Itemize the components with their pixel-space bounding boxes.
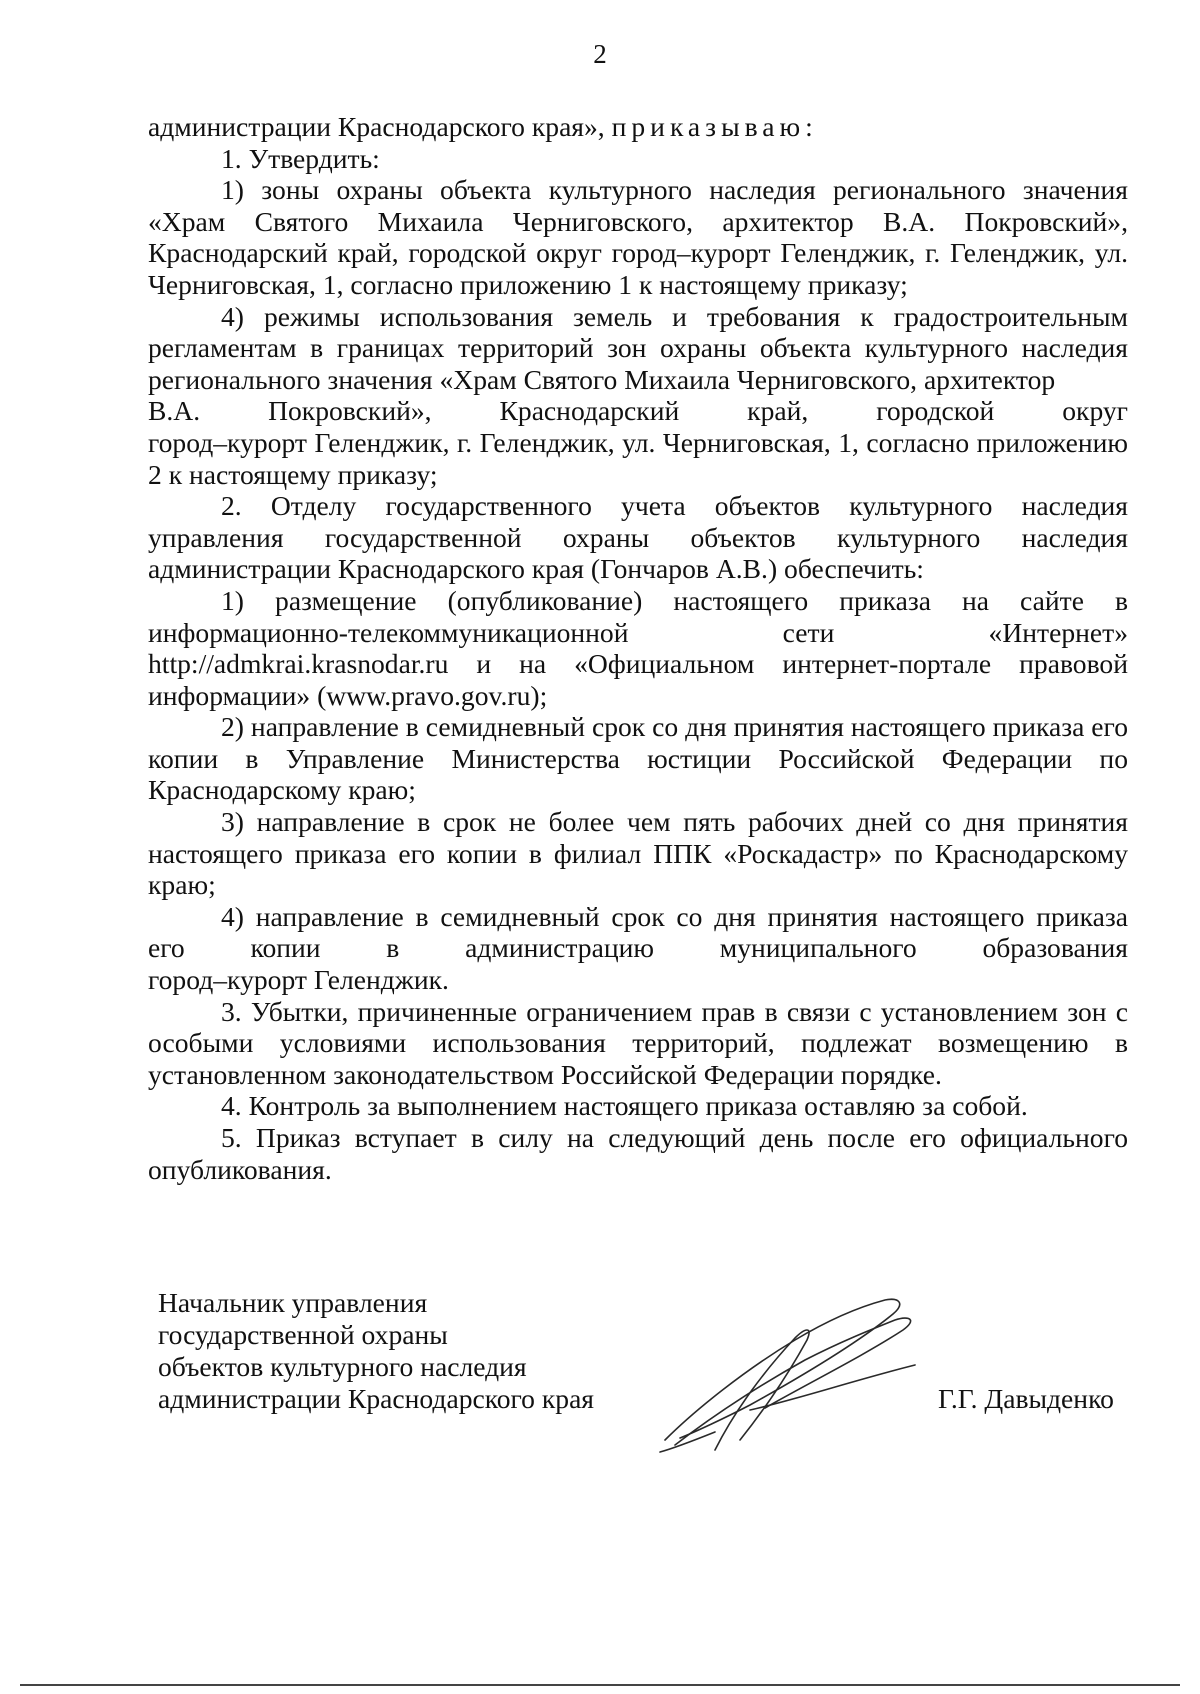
paragraph-department-duties: 2. Отделу государственного учета объектов культурного наследия управления государственной охраны объектов культурного наследия администрации Краснодарского края (Гончаров А.В.) обеспечить: xyxy=(148,490,1128,585)
scan-bottom-edge-line xyxy=(20,1684,1180,1686)
paragraph-ministry-justice: 2) направление в семидневный срок со дня принятия настоящего приказа его копии в Управление Министерства юстиции Российской Федерации по Краснодарскому краю; xyxy=(148,711,1128,806)
paragraph-municipal-admin-end: город–курорт Геленджик. xyxy=(148,964,449,996)
order-intro-text: администрации Краснодарского края», xyxy=(148,111,612,142)
signatory-title-line: государственной охраны xyxy=(158,1319,448,1350)
document-body xyxy=(148,111,1128,1185)
signer-name: Г.Г. Давыденко xyxy=(938,1383,1114,1414)
signatory-title-line: администрации Краснодарского края xyxy=(158,1383,595,1414)
paragraph-losses: 3. Убытки, причиненные ограничением прав в связи с установлением зон с особыми условиями использования территорий, подлежат возмещению в установленном законодательством Российской Федерации порядке. xyxy=(148,995,1128,1090)
paragraph-protection-zones: 1) зоны охраны объекта культурного наследия регионального значения «Храм Святого Михаила Черниговского, архитектор В.А. Покровский», Краснодарский край, городской округ город–курорт Геленджик, г. Геленджик, ул. Черниговская, 1, согласно приложению 1 к настоящему приказу; xyxy=(148,174,1128,300)
order-intro-colon: : xyxy=(805,111,813,142)
paragraph-municipal-admin-line: его копии в администрацию муниципального образования xyxy=(148,932,1128,964)
paragraph-municipal-admin: 4) направление в семидневный срок со дня принятия настоящего приказа xyxy=(221,900,1128,932)
paragraph-approve: 1. Утвердить: xyxy=(221,142,380,174)
paragraph-roskadastr: 3) направление в срок не более чем пять рабочих дней со дня принятия настоящего приказа его копии в филиал ППК «Роскадастр» по Краснодарскому краю; xyxy=(148,806,1128,901)
paragraph-land-use-regimes-line: В.А. Покровский», Краснодарский край, городской округ xyxy=(148,395,1128,427)
paragraph-control: 4. Контроль за выполнением настоящего приказа оставляю за собой. xyxy=(221,1090,1028,1122)
signatory-title xyxy=(158,1287,594,1415)
paragraph-order-intro xyxy=(148,111,1128,143)
page-number: 2 xyxy=(593,39,607,69)
paragraph-land-use-regimes-end: город–курорт Геленджик, г. Геленджик, ул. Черниговская, 1, согласно приложению 2 к настоящему приказу; xyxy=(148,426,1128,490)
paragraph-land-use-regimes: 4) режимы использования земель и требования к градостроительным регламентам в границах территорий зон охраны объекта культурного наследия регионального значения «Храм Святого Михаила Черниговского, архитектор xyxy=(148,300,1128,395)
signatory-title-line: Начальник управления xyxy=(158,1287,428,1318)
paragraph-publication-end: http://admkrai.krasnodar.ru и на «Официальном интернет-портале правовой информации» (www.pravo.gov.ru); xyxy=(148,648,1128,711)
paragraph-publication-line: информационно-телекоммуникационной сети «Интернет» xyxy=(148,616,1128,648)
paragraph-effective-date: 5. Приказ вступает в силу на следующий день после его официального опубликования. xyxy=(148,1122,1128,1185)
paragraph-publication: 1) размещение (опубликование) настоящего приказа на сайте в xyxy=(221,584,1128,616)
handwritten-signature xyxy=(655,1290,945,1460)
signatory-title-line: объектов культурного наследия xyxy=(158,1351,527,1382)
order-keyword: приказываю xyxy=(611,111,806,142)
